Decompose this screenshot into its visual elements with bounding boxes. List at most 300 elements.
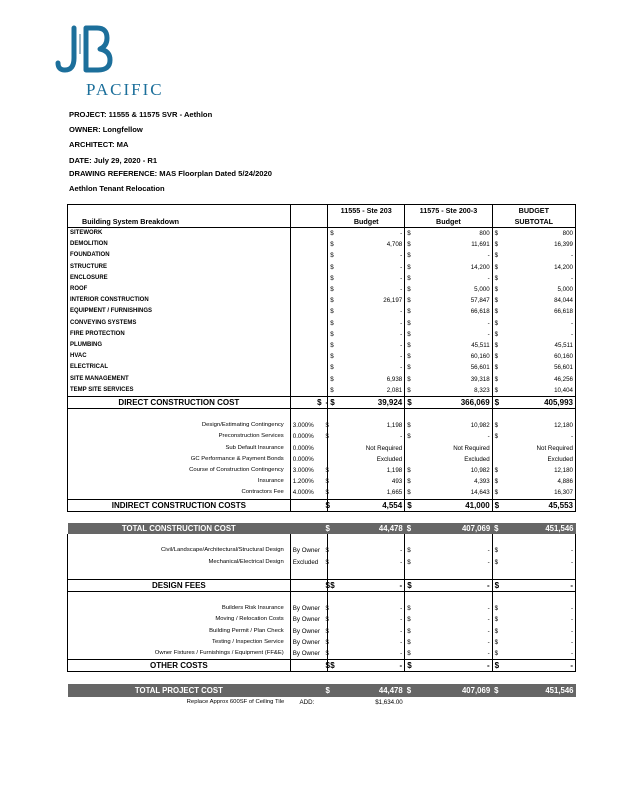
- dollar-sign: $: [405, 295, 415, 306]
- dollar-sign: $: [492, 273, 502, 284]
- indirect-item-label: Contractors Fee: [68, 487, 291, 499]
- other-costs-label: OTHER COSTS: [68, 660, 291, 672]
- note-add: ADD:: [299, 698, 315, 706]
- ste203-value: -: [400, 330, 403, 338]
- spacer: [328, 487, 338, 499]
- dollar-sign: $: [492, 465, 502, 476]
- subtotal-title: BUDGET: [518, 206, 549, 215]
- ste203-value: Excluded: [376, 455, 403, 463]
- dollar-sign: $: [405, 262, 415, 273]
- spacer: [290, 684, 323, 697]
- dollar-sign: $: [405, 579, 415, 591]
- dollar-sign: $: [325, 650, 329, 658]
- dollar-sign: $: [492, 385, 502, 397]
- dollar-sign: $: [492, 660, 502, 672]
- ste2003-value: 45,511: [471, 341, 490, 349]
- dollar-sign: $: [405, 487, 415, 499]
- ste203-value: 1,665: [386, 489, 403, 497]
- dollar-sign: $: [492, 351, 502, 362]
- dollar-sign: $: [325, 433, 329, 441]
- ste2003-sub: Budget: [436, 217, 461, 226]
- dollar-sign: $: [325, 467, 329, 475]
- subtotal-value: 5,000: [503, 284, 576, 295]
- direct-cost-row: [68, 396, 576, 408]
- ste203-value: -: [400, 650, 403, 658]
- ste203-value: -: [400, 286, 403, 294]
- header-ste2003: [405, 205, 492, 228]
- percent-value: 4.000%: [290, 487, 323, 499]
- spacer: [328, 443, 338, 454]
- ste203-value: Not Required: [365, 444, 403, 452]
- dollar-sign: $: [405, 362, 415, 373]
- subtotal-value: -: [503, 626, 576, 637]
- ste203-value: 6,938: [386, 375, 403, 383]
- dollar-sign: $: [492, 239, 502, 250]
- dollar-sign: $: [325, 558, 329, 566]
- spacer: [328, 697, 338, 708]
- gap-cell: [68, 672, 576, 684]
- dollar-sign: $: [492, 306, 502, 317]
- system-row: [68, 318, 576, 329]
- dollar-sign: $: [405, 306, 415, 317]
- other_items-item-row: [68, 648, 576, 660]
- indirect-item-label: Sub Default Insurance: [68, 443, 291, 454]
- dollar-sign: $: [405, 523, 415, 534]
- total-construction-subtotal: 451,546: [503, 523, 576, 534]
- dollar-sign: $: [492, 523, 502, 534]
- indirect-item-row: [68, 487, 576, 499]
- spacer: [328, 626, 338, 637]
- indirect-cost-row: [68, 499, 576, 511]
- system-name: STRUCTURE: [68, 262, 291, 273]
- dollar-sign: $: [325, 478, 329, 486]
- ste2003-value: -: [487, 547, 490, 555]
- ste2003-value: 10,982: [470, 422, 490, 430]
- jb-monogram-logo: [56, 24, 120, 76]
- dollar-sign: $: [325, 489, 329, 497]
- dollar-sign: $: [492, 295, 502, 306]
- dollar-sign: $: [325, 616, 329, 624]
- indirect-ste203: 4,554: [338, 499, 405, 511]
- spacer: [328, 420, 338, 431]
- ste2003-value: 5,000: [474, 286, 490, 294]
- dollar-sign: $: [405, 250, 415, 261]
- ste203-value: 26,197: [383, 297, 403, 305]
- system-name: ROOF: [68, 284, 291, 295]
- ste2003-value: -: [487, 558, 490, 566]
- dollar-sign: $: [492, 250, 502, 261]
- spacer-row: [68, 534, 576, 545]
- by-owner-value: By Owner: [290, 603, 323, 614]
- dollar-sign: $: [405, 499, 415, 511]
- gap-cell: [415, 409, 492, 421]
- subtotal-value: -: [503, 603, 576, 614]
- ste203-sub: Budget: [353, 217, 379, 226]
- dollar-sign: $: [328, 318, 338, 329]
- dollar-sign: $: [405, 340, 415, 351]
- subtotal-value: 800: [503, 228, 576, 240]
- gap-cell: [415, 592, 492, 604]
- indirect-item-row: [68, 443, 576, 454]
- subtotal-value: -: [503, 614, 576, 625]
- dollar-sign: $: [405, 239, 415, 250]
- ste203-value: -: [400, 341, 403, 349]
- item-label: Moving / Relocation Costs: [68, 614, 291, 625]
- by-owner-value: Excluded: [290, 556, 323, 567]
- spacer: [290, 499, 323, 511]
- dollar-sign: $: [492, 545, 502, 556]
- indirect-item-label: Preconstruction Services: [68, 431, 291, 442]
- total-construction-label: TOTAL CONSTRUCTION COST: [68, 523, 291, 534]
- ste203-value: -: [400, 605, 403, 613]
- dollar-sign: $: [328, 385, 338, 397]
- spacer: [328, 454, 338, 465]
- budget-table: [67, 204, 576, 708]
- ste203-value: 1,198: [386, 422, 403, 430]
- gap-cell: [492, 534, 502, 545]
- indirect-subtotal: 45,553: [503, 499, 576, 511]
- gap-cell: [328, 409, 338, 421]
- percent-value: 3.000%: [290, 420, 323, 431]
- subtotal-value: 16,307: [503, 487, 576, 499]
- system-name: FOUNDATION: [68, 250, 291, 261]
- ste2003-title: 11575 - Ste 200-3: [419, 206, 478, 215]
- gap-cell: [405, 592, 415, 604]
- subtotal-value: -: [503, 556, 576, 567]
- other_items-item-row: [68, 626, 576, 637]
- other-costs: [68, 660, 576, 672]
- spacer: [290, 523, 323, 534]
- spacer: [290, 239, 323, 250]
- design_items-item-row: [68, 545, 576, 556]
- subtotal-value: 12,180: [503, 465, 576, 476]
- dollar-sign: $: [492, 648, 502, 660]
- dollar-sign: $: [492, 603, 502, 614]
- ste203-value: 2,081: [338, 385, 405, 397]
- spacer: [328, 637, 338, 648]
- dollar-sign: $: [405, 420, 415, 431]
- item-label: Builders Risk Insurance: [68, 603, 291, 614]
- dollar-sign: $: [492, 556, 502, 567]
- percent-value: 1.200%: [290, 476, 323, 487]
- dollar-sign: $: [492, 262, 502, 273]
- item-label: Owner Fixtures / Furnishings / Equipment (FF&E): [68, 648, 291, 660]
- ste2003-value: 39,318: [470, 375, 490, 383]
- dollar-sign: [405, 454, 415, 465]
- dollar-sign: $: [328, 295, 338, 306]
- gap-cell: [503, 568, 576, 580]
- spacer: [290, 385, 323, 397]
- dollar-sign: $: [405, 465, 415, 476]
- gap-cell: [328, 568, 338, 580]
- ste203-value: -: [400, 616, 403, 624]
- ste203-value: -: [400, 627, 403, 635]
- system-name: EQUIPMENT / FURNISHINGS: [68, 306, 291, 317]
- spacer: [328, 465, 338, 476]
- ste2003-value: 8,323: [415, 385, 492, 397]
- project-line: PROJECT: 11555 & 11575 SVR - Aethlon: [69, 110, 213, 119]
- dollar-sign: $: [405, 431, 415, 442]
- spacer-row: [68, 568, 576, 580]
- spacer: [290, 306, 323, 317]
- subtotal-value: 12,180: [503, 420, 576, 431]
- ste2003-value: 14,200: [470, 263, 490, 271]
- ste203-value: -: [400, 638, 403, 646]
- system-row: [68, 295, 576, 306]
- subtotal-value: 10,404: [503, 385, 576, 397]
- ste2003-value: 10,982: [470, 467, 490, 475]
- system-name: SITE MANAGEMENT: [68, 373, 291, 384]
- other-costs-ste2003: -: [415, 660, 492, 672]
- system-name: DEMOLITION: [68, 239, 291, 250]
- spacer: [290, 273, 323, 284]
- date-line: DATE: July 29, 2020 - R1: [69, 156, 158, 165]
- spacer: [290, 351, 323, 362]
- indirect-item-row: [68, 465, 576, 476]
- gap-cell: [68, 534, 291, 545]
- spacer: [405, 697, 576, 708]
- dollar-sign: $: [492, 626, 502, 637]
- spacer: [328, 648, 338, 660]
- header-breakdown: [68, 205, 291, 228]
- dollar-sign: $: [325, 422, 329, 430]
- header-ste203: [328, 205, 405, 228]
- system-row: [68, 262, 576, 273]
- dollar-sign: $: [405, 373, 415, 384]
- gap-cell: [492, 568, 502, 580]
- ste203-value: -: [400, 230, 403, 238]
- ste203-value: -: [400, 364, 403, 372]
- spacer: [328, 614, 338, 625]
- other_items-item-row: [68, 614, 576, 625]
- dollar-sign: $: [405, 351, 415, 362]
- spacer-row: [68, 511, 576, 523]
- dollar-sign: $: [492, 396, 502, 408]
- direct-ste203: 39,924: [338, 396, 405, 408]
- direct-cost-label: DIRECT CONSTRUCTION COST: [68, 396, 291, 408]
- ste2003-value: 60,160: [470, 353, 490, 361]
- gap-cell: [290, 534, 323, 545]
- system-row: [68, 239, 576, 250]
- subtotal-value: 84,044: [503, 295, 576, 306]
- gap-cell: [503, 592, 576, 604]
- ste2003-value: -: [487, 252, 490, 260]
- dollar-sign: $: [492, 284, 502, 295]
- system-row: [68, 306, 576, 317]
- item-label: Building Permit / Plan Check: [68, 626, 291, 637]
- indirect-ste2003: 41,000: [415, 499, 492, 511]
- note-label: Replace Approx 600SF of Ceiling Tile: [186, 698, 285, 705]
- breakdown-label: Building System Breakdown: [82, 217, 180, 226]
- note-amount: $1,634.00: [375, 698, 403, 706]
- dollar-sign: $: [405, 660, 415, 672]
- by-owner-value: By Owner: [290, 626, 323, 637]
- ste2003-value: Excluded: [464, 455, 490, 463]
- total-construction-ste2003: 407,069: [415, 523, 492, 534]
- dollar-sign: $: [328, 351, 338, 362]
- ste203-value: -: [400, 547, 403, 555]
- dollar-sign: $: [492, 318, 502, 329]
- dollar-sign: [492, 443, 502, 454]
- dollar-sign: $: [492, 362, 502, 373]
- dollar-sign: $: [328, 579, 338, 591]
- other-costs-ste203: -: [338, 660, 405, 672]
- ste2003-value: 14,643: [470, 489, 490, 497]
- spacer: [290, 362, 323, 373]
- indirect-item-row: [68, 476, 576, 487]
- subtotal-value: -: [503, 318, 576, 329]
- indirect-item-row: [68, 420, 576, 431]
- gap-cell: [405, 534, 415, 545]
- ste2003-value: -: [487, 319, 490, 327]
- item-label: Mechanical/Electrical Design: [68, 556, 291, 567]
- dollar-sign: $: [328, 228, 338, 240]
- gap-cell: [290, 592, 323, 604]
- dollar-sign: $: [405, 626, 415, 637]
- subtotal-sub: SUBTOTAL: [514, 217, 554, 226]
- gap-cell: [415, 568, 492, 580]
- system-name: SITEWORK: [68, 228, 291, 240]
- system-row: [68, 385, 576, 397]
- percent-value: 0.000%: [290, 431, 323, 442]
- spacer: [328, 476, 338, 487]
- gap-cell: [290, 409, 323, 421]
- ste203-value: -: [400, 308, 403, 316]
- dollar-sign: $: [492, 637, 502, 648]
- spacer: [328, 431, 338, 442]
- indirect-item-label: Insurance: [68, 476, 291, 487]
- spacer: [290, 284, 323, 295]
- gap-cell: [68, 511, 576, 523]
- gap-cell: [338, 568, 405, 580]
- design-fees: [68, 579, 576, 591]
- spacer: [290, 262, 323, 273]
- dollar-sign: $: [492, 228, 502, 240]
- dollar-sign: $: [328, 340, 338, 351]
- ste2003-value: -: [487, 650, 490, 658]
- spacer: [290, 579, 323, 591]
- ste2003-value: 800: [479, 230, 490, 238]
- dollar-sign: $: [290, 396, 323, 408]
- dollar-sign: $: [328, 329, 338, 340]
- gap-cell: [338, 534, 405, 545]
- header-blank: [290, 205, 323, 228]
- dollar-sign: $: [405, 637, 415, 648]
- system-name: HVAC: [68, 351, 291, 362]
- system-name: ELECTRICAL: [68, 362, 291, 373]
- subtotal-value: -: [503, 637, 576, 648]
- dollar-sign: $: [328, 362, 338, 373]
- design-fees-label: DESIGN FEES: [68, 579, 291, 591]
- owner-line: OWNER: Longfellow: [69, 125, 143, 134]
- ste203-value: 1,198: [386, 467, 403, 475]
- system-name: TEMP SITE SERVICES: [68, 385, 291, 397]
- system-row: [68, 340, 576, 351]
- subtotal-value: 16,399: [503, 239, 576, 250]
- direct-subtotal: 405,993: [503, 396, 576, 408]
- system-row: [68, 228, 576, 240]
- dollar-sign: $: [492, 420, 502, 431]
- gap-cell: [68, 409, 291, 421]
- ste2003-value: -: [487, 605, 490, 613]
- dollar-sign: $: [492, 373, 502, 384]
- ste2003-value: -: [487, 433, 490, 441]
- drawing-reference-line: DRAWING REFERENCE: MAS Floorplan Dated 5/24/2020: [69, 169, 272, 178]
- spacer-row: [68, 409, 576, 421]
- by-owner-value: By Owner: [290, 614, 323, 625]
- dollar-sign: $: [492, 579, 502, 591]
- dollar-sign: $: [405, 396, 415, 408]
- dollar-sign: $: [492, 499, 502, 511]
- ste203-value: -: [400, 353, 403, 361]
- ste2003-value: -: [487, 616, 490, 624]
- dollar-sign: $: [325, 685, 330, 695]
- system-row: [68, 250, 576, 261]
- gap-cell: [405, 568, 415, 580]
- total-project-ste203: 44,478: [338, 684, 405, 697]
- gap-cell: [503, 409, 576, 421]
- spacer: [290, 250, 323, 261]
- subtotal-value: -: [503, 545, 576, 556]
- spacer: [290, 295, 323, 306]
- dollar-sign: $: [405, 329, 415, 340]
- dollar-sign: $: [492, 431, 502, 442]
- total-construction-row: [68, 523, 576, 534]
- gap-cell: [492, 409, 502, 421]
- subtotal-value: -: [503, 431, 576, 442]
- dollar-sign: [492, 454, 502, 465]
- by-owner-value: By Owner: [290, 648, 323, 660]
- percent-value: 0.000%: [290, 443, 323, 454]
- dollar-sign: $: [405, 284, 415, 295]
- dollar-sign: $: [328, 273, 338, 284]
- indirect-item-row: [68, 431, 576, 442]
- dollar-sign: $: [325, 605, 329, 613]
- dollar-sign: $: [405, 385, 415, 397]
- indirect-item-label: Design/Estimating Contingency: [68, 420, 291, 431]
- table-header-row: [68, 205, 576, 228]
- system-row: [68, 329, 576, 340]
- subtotal-value: -: [503, 273, 576, 284]
- gap-cell: [405, 409, 415, 421]
- architect-line: ARCHITECT: MA: [69, 140, 129, 149]
- subtotal-value: 46,256: [503, 373, 576, 384]
- dollar-sign: $: [405, 603, 415, 614]
- dollar-sign: $: [492, 614, 502, 625]
- spacer: [328, 556, 338, 567]
- ste203-value: 4,708: [386, 241, 403, 249]
- spacer: [290, 340, 323, 351]
- dollar-sign: $: [405, 476, 415, 487]
- indirect-item-label: Course of Construction Contingency: [68, 465, 291, 476]
- dollar-sign: $: [328, 239, 338, 250]
- spacer: [290, 329, 323, 340]
- subtotal-value: 14,200: [503, 262, 576, 273]
- system-row: [68, 373, 576, 384]
- gap-cell: [328, 592, 338, 604]
- gap-cell: [503, 534, 576, 545]
- dollar-sign: $: [492, 329, 502, 340]
- dollar-sign: $: [405, 648, 415, 660]
- system-name: CONVEYING SYSTEMS: [68, 318, 291, 329]
- dollar-sign: $: [405, 614, 415, 625]
- dollar-sign: $: [405, 556, 415, 567]
- subtotal-value: 56,601: [503, 362, 576, 373]
- subtotal-value: 4,886: [503, 476, 576, 487]
- design_items-item-row: [68, 556, 576, 567]
- dollar-sign: $: [492, 476, 502, 487]
- dollar-sign: $: [405, 318, 415, 329]
